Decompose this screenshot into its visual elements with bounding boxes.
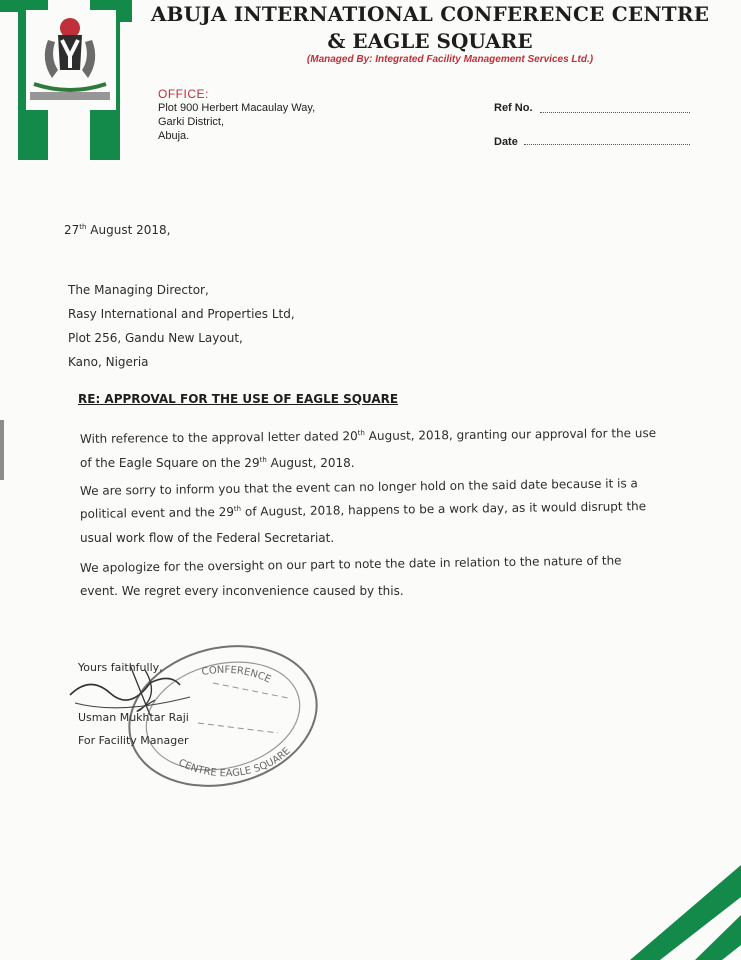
managed-by-line: (Managed By: Integrated Facility Management Services Ltd.) (306, 54, 594, 65)
letterhead-subtitle: & EAGLE SQUARE (327, 29, 533, 53)
green-band-left (0, 0, 150, 170)
recipient-line: Plot 256, Gandu New Layout, (68, 331, 243, 345)
svg-text:CENTRE EAGLE SQUARE: CENTRE EAGLE SQUARE (176, 745, 293, 780)
office-address-line: Garki District, (158, 116, 224, 128)
paragraph-line: event. We regret every inconvenience caused by this. (80, 584, 404, 598)
coat-of-arms-icon (26, 10, 116, 110)
paragraph-line: usual work flow of the Federal Secretariat. (80, 531, 335, 545)
paragraph-line: political event and the 29th of August, 2018, happens to be a work day, as it would disrupt the (79, 499, 647, 521)
ref-no-label: Ref No. (494, 102, 533, 114)
date-line (524, 134, 690, 145)
green-band-corner (600, 845, 741, 960)
recipient-line: Rasy International and Properties Ltd, (68, 307, 295, 321)
office-label: OFFICE: (158, 87, 209, 101)
signatory-name: Usman Mukhtar Raji (78, 711, 189, 724)
closing-line: Yours faithfully, (78, 661, 163, 674)
signatory-title: For Facility Manager (78, 734, 189, 747)
recipient-line: The Managing Director, (68, 283, 209, 297)
paragraph-line: We are sorry to inform you that the event can no longer hold on the said date because it is a (79, 476, 638, 498)
office-address-line: Plot 900 Herbert Macaulay Way, (158, 102, 316, 114)
edge-mark (0, 420, 4, 480)
letter-date: 27th August 2018, (64, 223, 171, 237)
paragraph-line: With reference to the approval letter dated 20th August, 2018, granting our approval for the use (79, 425, 657, 446)
recipient-line: Kano, Nigeria (68, 355, 149, 369)
svg-text:CONFERENCE: CONFERENCE (200, 664, 273, 686)
ref-no-line (540, 102, 690, 113)
letterhead-title: ABUJA INTERNATIONAL CONFERENCE CENTRE (150, 2, 710, 26)
office-address-line: Abuja. (158, 130, 190, 142)
letter-subject: RE: APPROVAL FOR THE USE OF EAGLE SQUARE (78, 392, 399, 406)
paragraph-line: of the Eagle Square on the 29th August, 2018. (80, 456, 355, 470)
date-label: Date (494, 136, 518, 148)
official-stamp (118, 638, 328, 796)
paragraph-line: We apologize for the oversight on our part to note the date in relation to the nature of the (79, 553, 622, 575)
